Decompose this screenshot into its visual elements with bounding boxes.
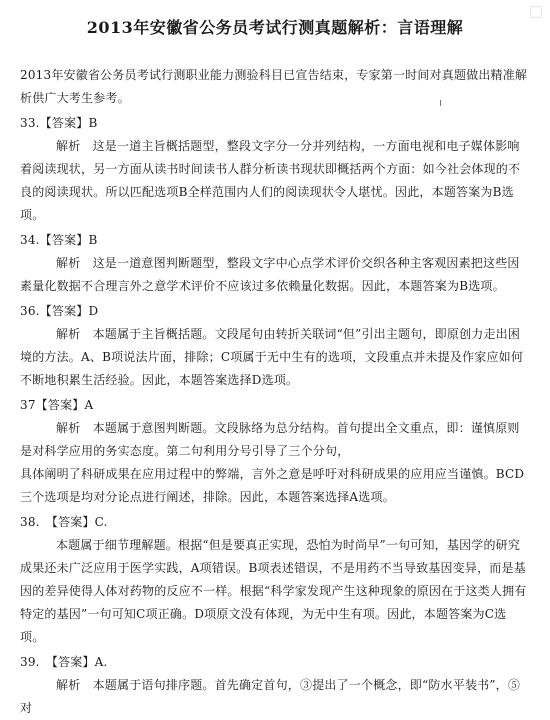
analysis-37-part1: 解析 本题属于意图判断题。文段脉络为总分结构。首句提出全文重点，即：谨慎原则是对科学应用的务实态度。第二句利用分号引导了三个分句， bbox=[20, 421, 520, 458]
analysis-38: 本题属于细节理解题。根据“但是要真正实现，恐怕为时尚早”一句可知，基因学的研究成果还未广泛应用于医学实践，A项错误。B项表述错误，不是用药不当导致基因变异，而是基因的差异使得人体对药物的反应不一样。根据“科学家发现产生这种现象的原因在于这类人拥有特定的基因”一句可知C项正确。D项原文没有体现，为无中生有项。因此，本题答案为C选项。 bbox=[20, 538, 527, 644]
answer-33: 33.【答案】B bbox=[20, 116, 98, 130]
stray-mark bbox=[440, 100, 441, 106]
analysis-39: 解析 本题属于语句排序题。首先确定首句，③提出了一个概念，即“防水平装书”，⑤对 bbox=[20, 678, 521, 715]
answer-39: 39. 【答案】A. bbox=[20, 655, 108, 669]
corner-icon bbox=[530, 6, 542, 18]
page-title: 2013年安徽省公务员考试行测真题解析：言语理解 bbox=[86, 18, 464, 37]
answer-37: 37【答案】A bbox=[20, 398, 94, 412]
answer-36: 36.【答案】D bbox=[20, 304, 99, 318]
answer-38: 38. 【答案】C. bbox=[20, 515, 108, 529]
analysis-34: 解析 这是一道意图判断题型，整段文字中心点学术评价交织各种主客观因素把这些因素量化数据不合理言外之意学术评价不应该过多依赖量化数据。因此，本题答案为B选项。 bbox=[20, 256, 520, 293]
analysis-36: 解析 本题属于主旨概括题。文段尾句由转折关联词“但”引出主题句，即原创力走出困境的方法。A、B项说法片面，排除；C项属于无中生有的选项，文段重点并未提及作家应如何不断地积累生活经验。因此，本题答案选择D选项。 bbox=[20, 327, 524, 387]
analysis-33: 解析 这是一道主旨概括题型，整段文字分一分并列结构，一方面电视和电子媒体影响着阅读现状，另一方面从读书时间读书人群分析读书现状即概括两个方面：如今社会体现的不良的阅读现状。所以匹配选项B全样范围内人们的阅读现状令人堪忧。因此，本题答案为B选项。 bbox=[20, 139, 521, 222]
answer-34: 34.【答案】B bbox=[20, 233, 98, 247]
intro-paragraph: 2013年安徽省公务员考试行测职业能力测验科目已宣告结束，专家第一时间对真题做出精准解析供广大考生参考。 bbox=[20, 68, 528, 105]
analysis-37-part2: 具体阐明了科研成果在应用过程中的弊端，言外之意是呼吁对科研成果的应用应当谨慎。BCD三个选项是均对分论点进行阐述，排除。因此，本题答案选择A选项。 bbox=[20, 467, 525, 504]
